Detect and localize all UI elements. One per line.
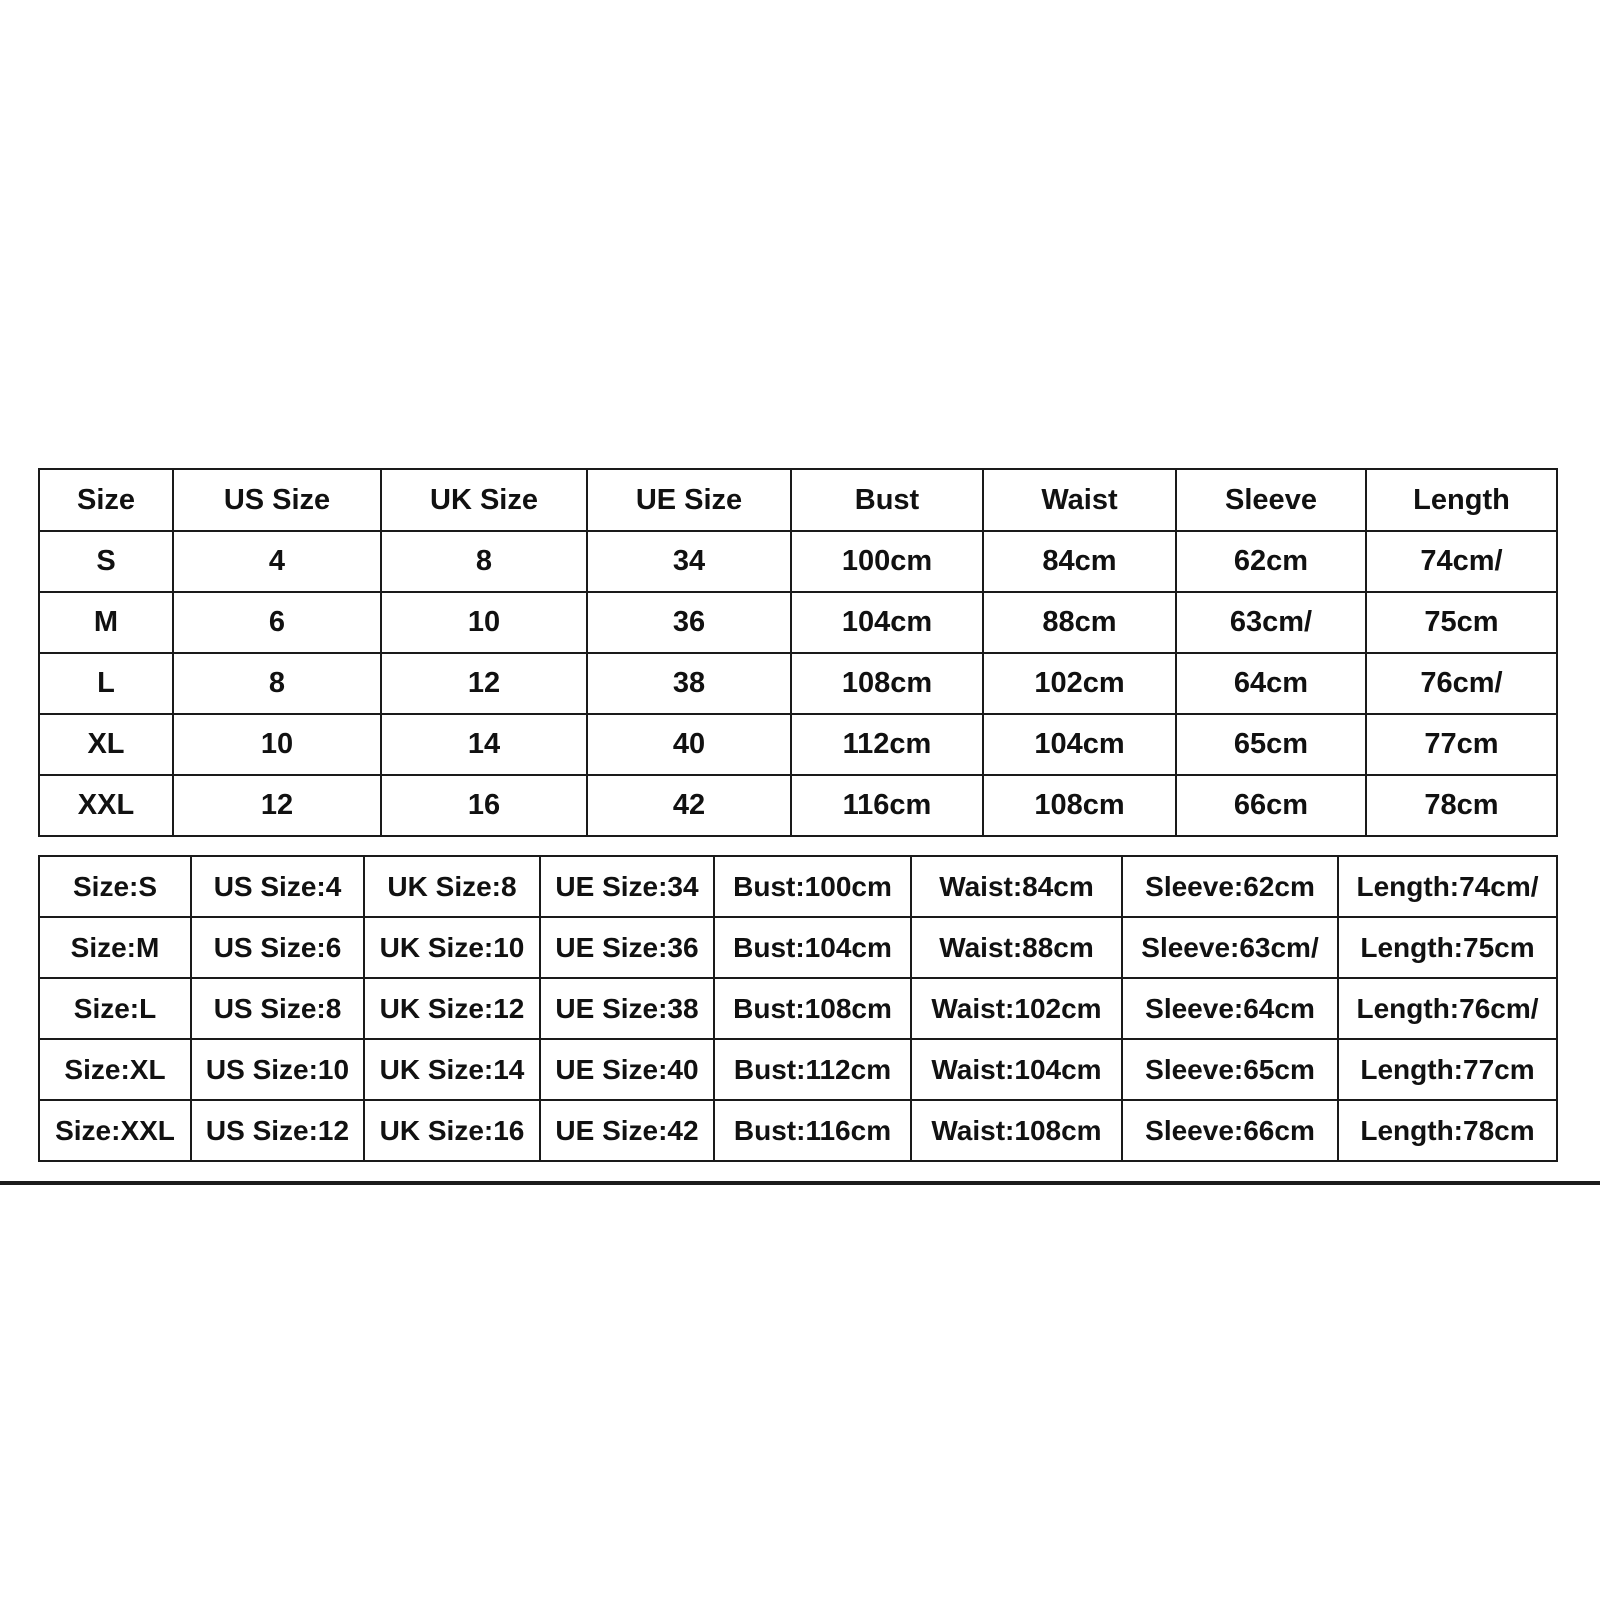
table-cell: Length:78cm (1338, 1100, 1557, 1161)
table-cell: Length:75cm (1338, 917, 1557, 978)
divider-line (0, 1181, 1600, 1185)
table-cell: 8 (173, 653, 381, 714)
table-cell: 112cm (791, 714, 983, 775)
labeled-size-chart-table (38, 855, 1558, 1162)
header-cell-ue-size: UE Size (587, 469, 791, 531)
table-cell: Sleeve:64cm (1122, 978, 1338, 1039)
table-cell: 62cm (1176, 531, 1366, 592)
table-cell: UK Size:12 (364, 978, 540, 1039)
table-cell: Size:M (39, 917, 191, 978)
table-cell: Sleeve:65cm (1122, 1039, 1338, 1100)
table-cell: Bust:116cm (714, 1100, 911, 1161)
table-cell: 84cm (983, 531, 1176, 592)
table-cell: 77cm (1366, 714, 1557, 775)
table-cell: 102cm (983, 653, 1176, 714)
size-chart-table (38, 468, 1558, 837)
table-cell: 63cm/ (1176, 592, 1366, 653)
table-cell: UE Size:34 (540, 856, 714, 917)
table-cell: UE Size:40 (540, 1039, 714, 1100)
table-cell: Sleeve:63cm/ (1122, 917, 1338, 978)
header-cell-bust: Bust (791, 469, 983, 531)
table-cell: S (39, 531, 173, 592)
table-cell: 34 (587, 531, 791, 592)
table-cell: 88cm (983, 592, 1176, 653)
table-cell: XL (39, 714, 173, 775)
table-row (39, 775, 1557, 836)
table-cell: Length:77cm (1338, 1039, 1557, 1100)
table-cell: 36 (587, 592, 791, 653)
table-cell: 10 (381, 592, 587, 653)
table-cell: Length:74cm/ (1338, 856, 1557, 917)
table-row (39, 592, 1557, 653)
table-cell: 12 (173, 775, 381, 836)
table-cell: Size:XXL (39, 1100, 191, 1161)
table-cell: 65cm (1176, 714, 1366, 775)
table-cell: 4 (173, 531, 381, 592)
table-cell: Bust:112cm (714, 1039, 911, 1100)
table-row (39, 653, 1557, 714)
table-row (39, 1100, 1557, 1161)
table-cell: Waist:102cm (911, 978, 1122, 1039)
table-cell: 104cm (983, 714, 1176, 775)
table-header-row (39, 469, 1557, 531)
table-cell: 116cm (791, 775, 983, 836)
table-cell: Waist:108cm (911, 1100, 1122, 1161)
table-cell: Waist:88cm (911, 917, 1122, 978)
table-cell: 104cm (791, 592, 983, 653)
table-cell: UK Size:14 (364, 1039, 540, 1100)
table-row (39, 1039, 1557, 1100)
table-cell: 100cm (791, 531, 983, 592)
table-cell: 64cm (1176, 653, 1366, 714)
table-cell: UE Size:36 (540, 917, 714, 978)
table-cell: UK Size:16 (364, 1100, 540, 1161)
table-cell: UK Size:8 (364, 856, 540, 917)
table-cell: UE Size:38 (540, 978, 714, 1039)
table-cell: Bust:100cm (714, 856, 911, 917)
table-cell: XXL (39, 775, 173, 836)
table-cell: Size:XL (39, 1039, 191, 1100)
table-cell: Bust:108cm (714, 978, 911, 1039)
table-row (39, 917, 1557, 978)
table-cell: 8 (381, 531, 587, 592)
table-cell: UK Size:10 (364, 917, 540, 978)
table-cell: US Size:12 (191, 1100, 364, 1161)
table-cell: 66cm (1176, 775, 1366, 836)
table-cell: 12 (381, 653, 587, 714)
table-cell: M (39, 592, 173, 653)
table-cell: 40 (587, 714, 791, 775)
table-row (39, 856, 1557, 917)
table-cell: Size:S (39, 856, 191, 917)
table-cell: Sleeve:62cm (1122, 856, 1338, 917)
table-cell: UE Size:42 (540, 1100, 714, 1161)
table-cell: US Size:6 (191, 917, 364, 978)
table-cell: 42 (587, 775, 791, 836)
header-cell-sleeve: Sleeve (1176, 469, 1366, 531)
header-cell-uk-size: UK Size (381, 469, 587, 531)
table-row (39, 531, 1557, 592)
table-cell: US Size:4 (191, 856, 364, 917)
table-row (39, 978, 1557, 1039)
table-cell: 14 (381, 714, 587, 775)
table-cell: Bust:104cm (714, 917, 911, 978)
header-cell-waist: Waist (983, 469, 1176, 531)
table-cell: 108cm (791, 653, 983, 714)
table-cell: L (39, 653, 173, 714)
table-cell: 16 (381, 775, 587, 836)
table-cell: 10 (173, 714, 381, 775)
table-cell: 75cm (1366, 592, 1557, 653)
table-cell: 74cm/ (1366, 531, 1557, 592)
table-cell: 78cm (1366, 775, 1557, 836)
header-cell-length: Length (1366, 469, 1557, 531)
table-cell: Length:76cm/ (1338, 978, 1557, 1039)
table-cell: Waist:104cm (911, 1039, 1122, 1100)
table-row (39, 714, 1557, 775)
table-cell: Sleeve:66cm (1122, 1100, 1338, 1161)
table-cell: 6 (173, 592, 381, 653)
table-cell: 38 (587, 653, 791, 714)
table-cell: Waist:84cm (911, 856, 1122, 917)
table-cell: 76cm/ (1366, 653, 1557, 714)
table-cell: US Size:8 (191, 978, 364, 1039)
table-cell: 108cm (983, 775, 1176, 836)
header-cell-size: Size (39, 469, 173, 531)
table-cell: US Size:10 (191, 1039, 364, 1100)
table-cell: Size:L (39, 978, 191, 1039)
header-cell-us-size: US Size (173, 469, 381, 531)
